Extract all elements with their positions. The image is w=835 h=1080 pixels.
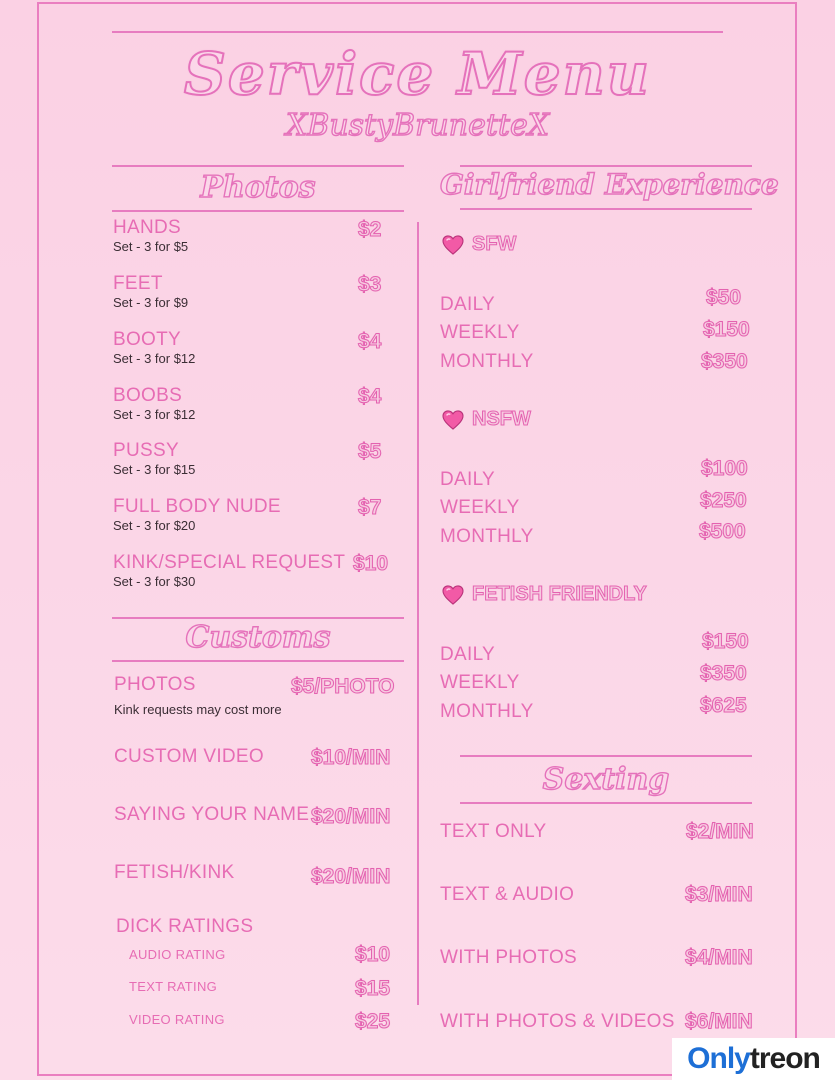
gfe-nsfw-weekly: WEEKLY xyxy=(440,497,520,518)
gfe-sfw-weekly-price: $150 xyxy=(703,318,750,341)
photo-item-feet xyxy=(113,273,188,310)
gfe-group-sfw xyxy=(442,233,516,256)
item-name: FEET xyxy=(113,273,163,294)
gfe-nsfw-monthly-price: $500 xyxy=(699,520,746,543)
rating-item-audio: AUDIO RATING xyxy=(129,947,226,962)
customs-section-title: Customs xyxy=(185,620,331,655)
photo-price-full-body-nude: $7 xyxy=(358,496,382,519)
item-name: KINK/SPECIAL REQUEST xyxy=(113,552,346,573)
photo-item-hands xyxy=(113,217,188,254)
gfe-sfw-daily-price: $50 xyxy=(706,286,742,309)
custom-price-video: $10/MIN xyxy=(311,746,391,769)
item-name: HANDS xyxy=(113,217,182,238)
item-sub: Set - 3 for $20 xyxy=(113,518,196,533)
item-sub: Set - 3 for $15 xyxy=(113,462,196,477)
photo-item-boobs xyxy=(113,385,195,422)
gfe-group-nsfw xyxy=(442,408,531,431)
item-name: BOOBS xyxy=(113,385,183,406)
custom-item-photos xyxy=(114,674,282,717)
photo-item-kink-special xyxy=(113,552,345,589)
gfe-fetish-weekly: WEEKLY xyxy=(440,672,520,693)
custom-price-saying-name: $20/MIN xyxy=(311,805,391,828)
sexting-price-with-photos: $4/MIN xyxy=(685,946,753,969)
sexting-price-photos-videos: $6/MIN xyxy=(685,1010,753,1033)
menu-subtitle: XBustyBrunetteX xyxy=(285,108,550,143)
sexting-price-text-only: $2/MIN xyxy=(686,820,754,843)
gfe-nsfw-monthly: MONTHLY xyxy=(440,526,534,547)
gfe-sfw-daily: DAILY xyxy=(440,294,496,315)
watermark-logo xyxy=(672,1038,835,1080)
sexting-section-title: Sexting xyxy=(542,762,670,797)
heart-icon xyxy=(442,585,464,605)
rating-price-video: $25 xyxy=(355,1010,391,1033)
item-sub: Set - 3 for $12 xyxy=(113,351,196,366)
sexting-item-text-only: TEXT ONLY xyxy=(440,821,547,842)
gfe-section-title: Girlfriend Experience xyxy=(440,168,779,201)
photo-item-booty xyxy=(113,329,195,366)
item-note: Kink requests may cost more xyxy=(114,702,282,717)
rating-price-text: $15 xyxy=(355,977,391,1000)
gfe-nsfw-weekly-price: $250 xyxy=(700,489,747,512)
watermark-part-treon: treon xyxy=(749,1042,820,1075)
item-name: PHOTOS xyxy=(114,674,196,695)
gfe-nsfw-daily: DAILY xyxy=(440,469,496,490)
sexting-item-text-audio: TEXT & AUDIO xyxy=(440,884,575,905)
photos-divider-bottom xyxy=(112,210,404,212)
photo-price-hands: $2 xyxy=(358,218,382,241)
gfe-group-title: NSFW xyxy=(472,408,531,430)
column-divider xyxy=(417,222,419,1005)
photos-divider-top xyxy=(112,165,404,167)
rating-item-text: TEXT RATING xyxy=(129,979,218,994)
photos-section-title: Photos xyxy=(200,170,316,205)
photo-price-feet: $3 xyxy=(358,273,382,296)
custom-item-fetish-kink: FETISH/KINK xyxy=(114,862,235,883)
item-sub: Set - 3 for $30 xyxy=(113,574,196,589)
photo-price-pussy: $5 xyxy=(358,440,382,463)
gfe-group-title: SFW xyxy=(472,233,517,255)
item-name: BOOTY xyxy=(113,329,182,350)
sexting-item-photos-videos: WITH PHOTOS & VIDEOS xyxy=(440,1011,675,1032)
customs-divider-top xyxy=(112,617,404,619)
sexting-item-with-photos: WITH PHOTOS xyxy=(440,947,578,968)
custom-item-saying-name: SAYING YOUR NAME xyxy=(114,804,310,825)
gfe-sfw-weekly: WEEKLY xyxy=(440,322,520,343)
gfe-fetish-daily-price: $150 xyxy=(702,630,749,653)
heart-icon xyxy=(442,410,464,430)
gfe-divider-bottom xyxy=(460,208,752,210)
gfe-divider-top xyxy=(460,165,752,167)
photo-item-pussy xyxy=(113,440,195,477)
custom-price-fetish-kink: $20/MIN xyxy=(311,865,391,888)
item-name: FULL BODY NUDE xyxy=(113,496,281,517)
gfe-fetish-monthly: MONTHLY xyxy=(440,701,534,722)
gfe-group-title: FETISH FRIENDLY xyxy=(472,583,647,605)
gfe-fetish-daily: DAILY xyxy=(440,644,496,665)
rating-price-audio: $10 xyxy=(355,943,391,966)
gfe-fetish-monthly-price: $625 xyxy=(700,694,747,717)
photo-price-booty: $4 xyxy=(358,330,382,353)
photo-price-kink-special: $10 xyxy=(353,552,389,575)
photo-price-boobs: $4 xyxy=(358,385,382,408)
item-sub: Set - 3 for $12 xyxy=(113,407,196,422)
item-sub: Set - 3 for $9 xyxy=(113,295,189,310)
dick-ratings-heading: DICK RATINGS xyxy=(116,916,254,937)
rating-item-video: VIDEO RATING xyxy=(129,1012,225,1027)
gfe-sfw-monthly-price: $350 xyxy=(701,350,748,373)
gfe-sfw-monthly: MONTHLY xyxy=(440,351,534,372)
custom-item-video: CUSTOM VIDEO xyxy=(114,746,264,767)
gfe-group-fetish-friendly xyxy=(442,583,647,606)
gfe-nsfw-daily-price: $100 xyxy=(701,457,748,480)
watermark-part-only: Only xyxy=(687,1042,750,1075)
item-name: PUSSY xyxy=(113,440,179,461)
sexting-divider-bottom xyxy=(460,802,752,804)
item-sub: Set - 3 for $5 xyxy=(113,239,189,254)
heart-icon xyxy=(442,235,464,255)
custom-price-photos: $5/PHOTO xyxy=(291,675,395,698)
customs-divider-bottom xyxy=(112,660,404,662)
photo-item-full-body-nude xyxy=(113,496,281,533)
sexting-divider-top xyxy=(460,755,752,757)
top-divider xyxy=(112,31,723,33)
menu-title: Service Menu xyxy=(184,40,651,108)
sexting-price-text-audio: $3/MIN xyxy=(685,883,753,906)
gfe-fetish-weekly-price: $350 xyxy=(700,662,747,685)
